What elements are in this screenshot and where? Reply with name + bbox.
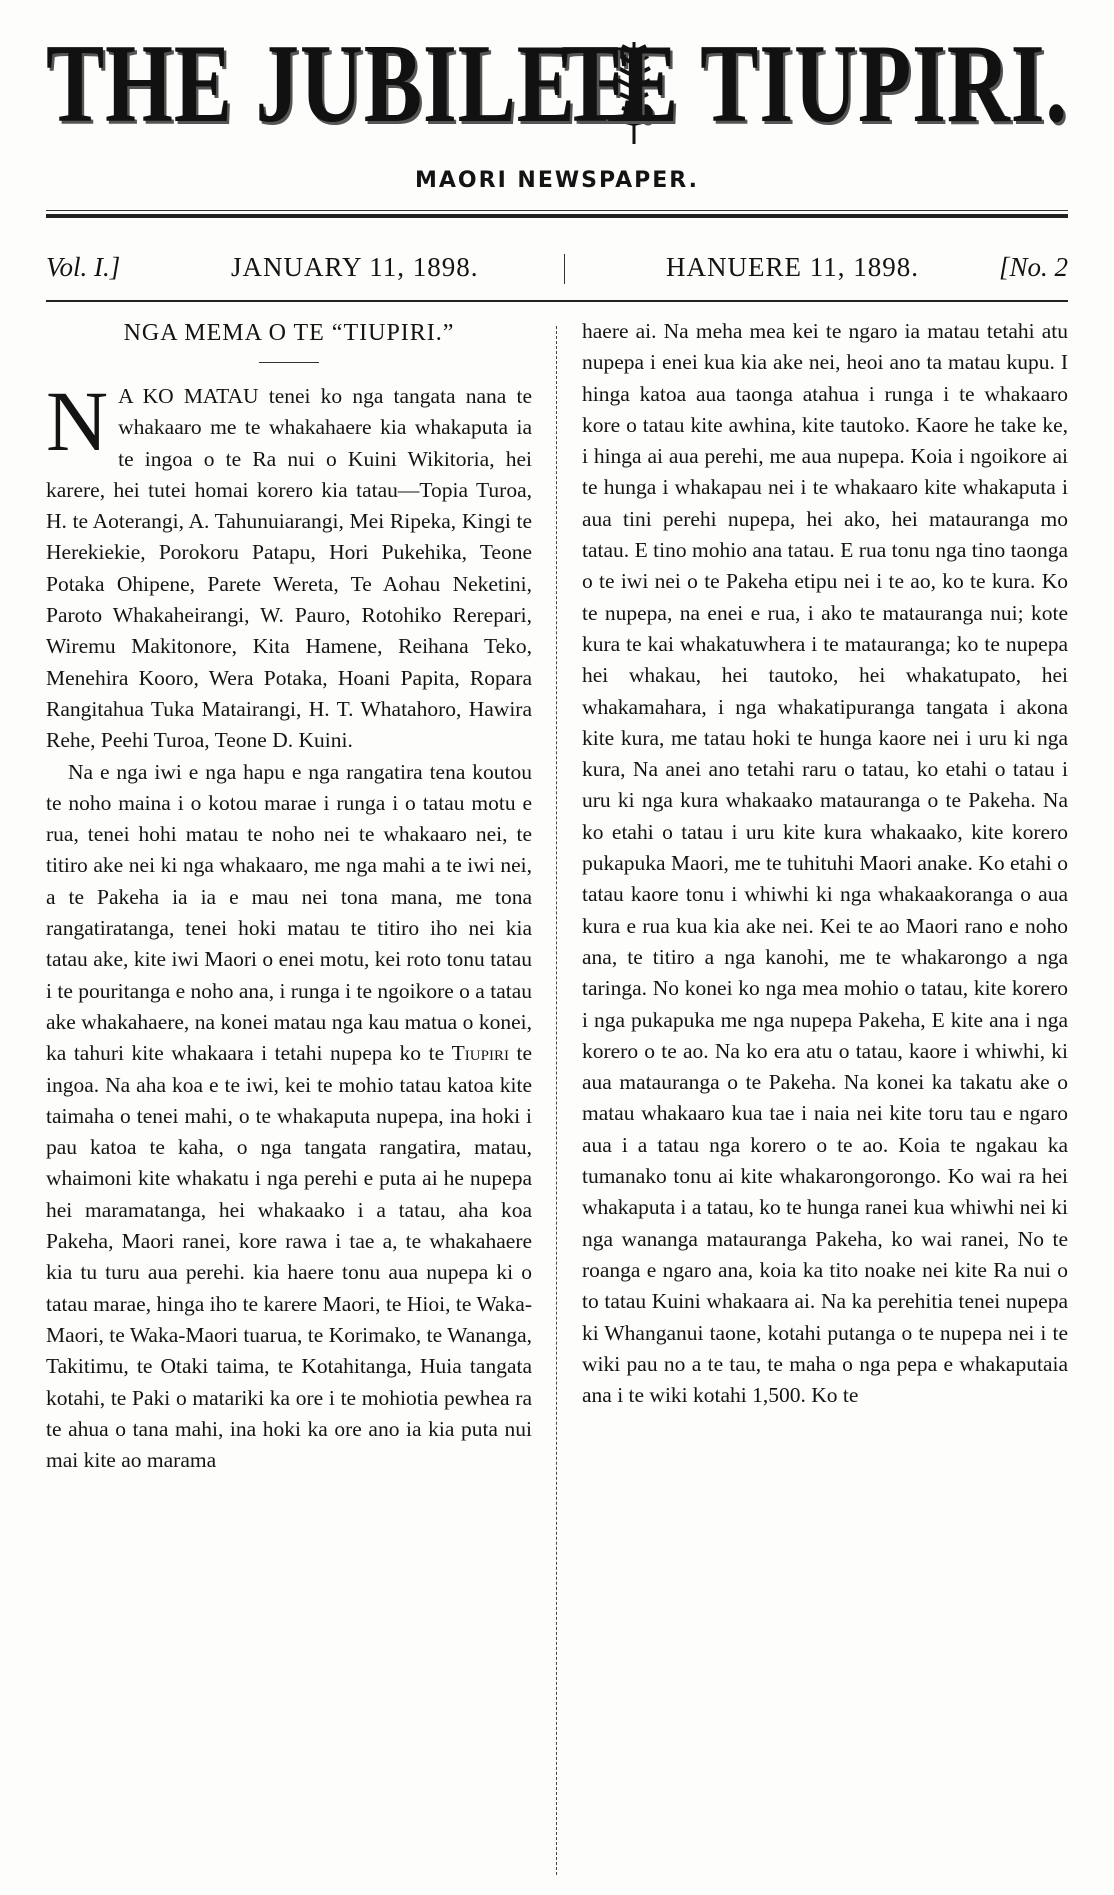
- lead-in: A KO MATAU: [118, 384, 259, 408]
- volume-label: Vol. I.]: [46, 252, 121, 282]
- paragraph-1-text: tenei ko nga tangata nana te whakaaro me te whakahaere kia whakaputa ia te ingoa o te Ra nui o Kuini Wikitoria, hei karere, hei tutei homai korero kia tatau—Topia Turoa, H. te Aoterangi, A. Tahunuiarangi, Mei Ripeka, Kingi te Herekiekie, Porokoru Patapu, Hori Pukehika, Teone Potaka Ohipene, Parete Wereta, Te Aohau Neketini, Paroto Whakaheirangi, W. Pauro, Rotohiko Rerepari, Wiremu Makitonore, Kita Hamene, Reihana Teko, Menehira Kooro, Wera Potaka, Hoani Papita, Ropara Rangitahua Tuka Matairangi, H. T. Whatahoro, Hawira Rehe, Peehi Turoa, Teone D. Kuini.: [46, 384, 533, 753]
- article-columns: [46, 316, 1068, 1875]
- dateline-divider: [564, 254, 565, 284]
- column-left: [46, 316, 532, 1875]
- date-english: JANUARY 11, 1898.: [231, 252, 479, 282]
- paragraph-1: [46, 373, 533, 757]
- dateline-rule: [46, 300, 1068, 302]
- paper-name-inline: Tiupiri: [451, 1041, 509, 1066]
- paragraph-2-text-a: Na e nga iwi e nga hapu e nga rangatira tena koutou te noho maina i o kotou marae i runga i o tatau motu e rua, tenei hohi matau te noho nei te whakaaro nei, te titiro ake nei ki nga whakaaro, me nga mahi a te iwi nei, a te Pakeha ia ia e mau nei tona mana, me tona rangatiratanga, tenei hoki matau te titiro iho nei kia tatau ake, kite iwi Maori o enei motu, kei roto tonu tatau i te pouritanga e noho ana, i runga i te ngoikore o a tatau ake whakahaere, na konei matau nga kau matua o konei, ka tahuri kite whakaara i tetahi nupepa ko te: [46, 759, 533, 1066]
- column-right: [582, 316, 1068, 1875]
- paragraph-2: [46, 757, 532, 1477]
- article-headline: NGA MEMA O TE “TIUPIRI.”: [123, 320, 455, 346]
- drop-cap: N: [46, 373, 109, 469]
- column-divider: [556, 326, 558, 1875]
- date-maori: HANUERE 11, 1898.: [666, 252, 919, 282]
- subtitle: MAORI NEWSPAPER.: [415, 168, 699, 193]
- title-english: THE JUBILEE.: [46, 22, 658, 146]
- issue-number: [No. 2: [998, 252, 1068, 282]
- paragraph-3: haere ai. Na meha mea kei te ngaro ia matau tetahi atu nupepa i enei kua kia ake nei, heoi ano ta matau kupu. I hinga katoa aua taonga atahua i runga i te whakaaro kore o tatau kite awhina, kite tautoko. Kaore he take ke, i hinga ai aua perehi, me aua nupepa. Koia i ngoikore ai te hunga i whakapau nei i te whakaaro kite whakaputa i aua tini perehi nupepa, hei ako, hei matauranga mo tatau. E tino mohio ana tatau. E rua tonu nga tino taonga o te iwi nei o te Pakeha etipu nei i te ao, ko te kura. Ko te nupepa, na enei e rua, i ako te matauranga nui; kote kura te kai whakatuwhera i te matauranga; ko te nupepa hei whakau, hei tautoko, hei whakatupato, hei whakamahara, i nga whakatipuranga tangata i akona kite kura, me tatau hoki te hunga kaore nei i uru ki nga kura, Na anei ano tetahi raru o tatau, ko etahi o tatau i uru ki nga kura whakaako matauranga o te Pakeha. Na ko etahi o tatau i uru kite kura whakaako, kite korero pukapuka Maori, me te tuhituhi Maori anake. Ko etahi o tatau kaore tonu i whiwhi ki nga whakaakoranga o aua kura e rua kua kia ake nei. Kei te ao Maori rano e noho ana, te titiro a nga kanohi, me te whakarongo a nga taringa. No konei ko nga mea mohio o tatau, kite korero i nga pukapuka me nga nupepa Pakeha, E kite ana i nga korero o te ao. Na ko era atu o tatau, kaore i whiwhi, ki aua matauranga o te Pakeha. Na konei ka takatu ake o matau whakaaro kua tae i naia nei kite toru tau e ngaro aua i a tatau nga korero o te ao. Koia te ngakau ka tumanako tonu ai kite whakarongorongo. Ko wai ra hei whakaputa i a tatau, ko te hunga ranei kua whiwhi nei ki nga wananga matauranga Pakeha, ko wai ranei, No te roanga e ngaro ana, koia ka tito noake nei kite Ra nui o to tatau Kuini whakaara ai. Na ka perehitia tenei nupepa ki Whanganui taone, kotahi putanga o te nupepa nei i te wiki pau no a te tau, te maha o nga pepa e whakaputaia ana i te wiki kotahi 1,500. Ko te: [581, 319, 1068, 1408]
- masthead: [46, 0, 1068, 193]
- masthead-rule-thin: [46, 210, 1068, 211]
- title-maori: TE TIUPIRI.: [560, 22, 1068, 146]
- paragraph-2-text-b: te ingoa. Na aha koa e te iwi, kei te mohio tatau katoa kite taimaha o tenei mahi, o te whakaputa nupepa, ina hoki i pau katoa te kaha, o nga tangata rangatira, matau, whaimoni kite whakatu i nga perehi e puta ai he nupepa hei maramatanga, hei whakaako i a tatau, aha koa Pakeha, Maori ranei, kore rawa i tae a, te whakahaere kia tu turu aua perehi. kia haere tonu aua nupepa ki o tatau marae, hinga iho te karere Maori, te Hioi, te Waka-Maori, te Waka-Maori tuarua, te Korimako, te Wananga, Takitimu, te Otaki taima, te Kotahitanga, Huia tangata kotahi, te Paki o matariki ka ore i te mohiotia pewhea ra te ahua o tana mahi, ina hoki ka ore ano ia kia puta nui mai kite ao marama: [46, 1041, 533, 1473]
- headline-rule: [259, 362, 319, 363]
- dateline: [46, 240, 1068, 296]
- masthead-rule: [46, 214, 1068, 218]
